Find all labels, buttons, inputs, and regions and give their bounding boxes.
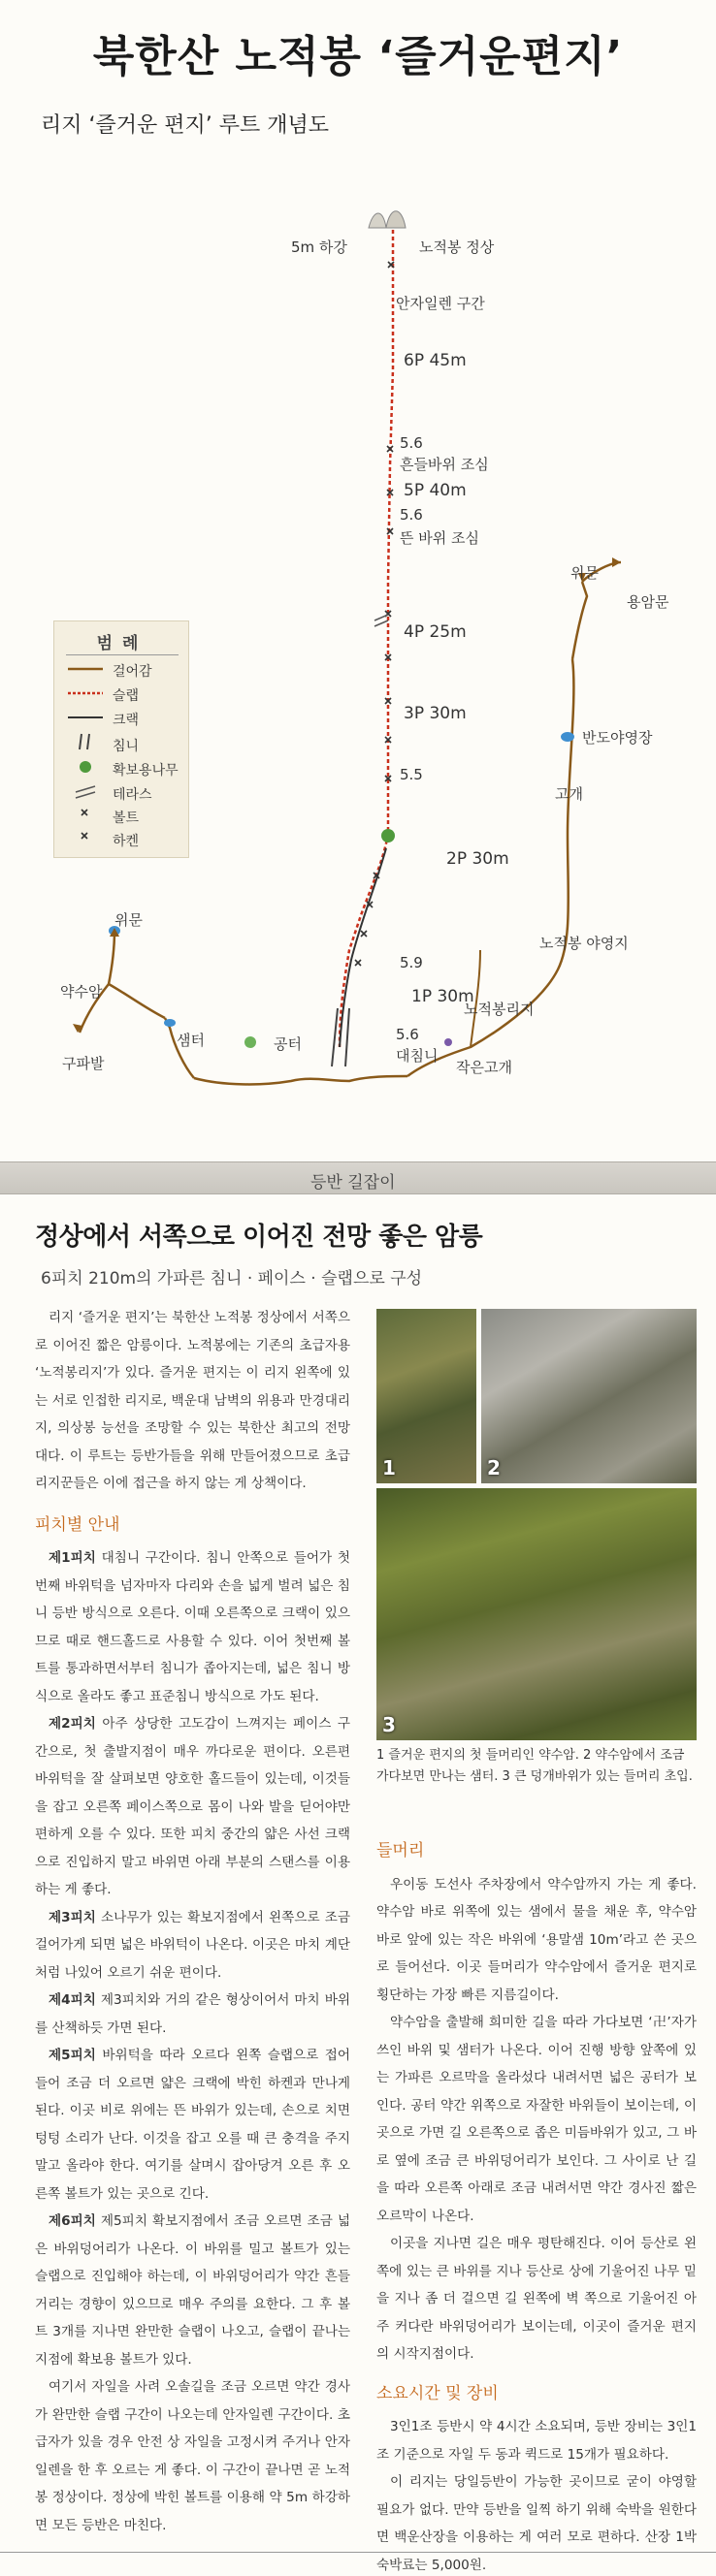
map-label-grade: 5.6 bbox=[400, 506, 423, 524]
route-line bbox=[340, 223, 393, 1047]
map-label-yaksuam: 약수암 bbox=[60, 983, 103, 1001]
pitch-label: 제2피치 bbox=[49, 1716, 96, 1732]
trail-yaksuam bbox=[109, 984, 165, 1018]
map-label-caution: 뜬 바위 조심 bbox=[400, 529, 479, 547]
pitch-paragraph bbox=[35, 2373, 350, 2539]
map-label-summit: 노적봉 정상 bbox=[419, 239, 495, 256]
map-legend bbox=[53, 620, 189, 858]
map-label-p1: 1P 30m bbox=[411, 987, 474, 1006]
clearing-icon bbox=[244, 1036, 256, 1048]
photo-trailhead bbox=[376, 1488, 697, 1740]
bottom-rule bbox=[0, 2552, 716, 2553]
article-subhead: 6피치 210m의 가파른 침니 · 페이스 · 슬랩으로 구성 bbox=[41, 1269, 423, 1288]
legend-item: 볼트 bbox=[113, 811, 140, 826]
photo-number: 3 bbox=[382, 1713, 396, 1736]
trail-left bbox=[194, 1076, 407, 1084]
map-label-caution: 흔들바위 조심 bbox=[400, 456, 489, 473]
legend-item: 테라스 bbox=[113, 787, 152, 803]
pitch-label: 제6피치 bbox=[49, 2213, 96, 2229]
bolt-markers bbox=[355, 262, 394, 966]
campsite-icon bbox=[561, 732, 574, 742]
summit-icon bbox=[369, 211, 406, 228]
photo-caption: 1 즐거운 편지의 첫 들머리인 약수암. 2 약수암에서 조금 가다보면 만나는 샘터. 3 큰 덩개바위가 있는 들머리 초입. bbox=[376, 1748, 693, 1784]
legend-item: 슬랩 bbox=[113, 688, 140, 704]
time-paragraph: 이 리지는 당일등반이 가능한 곳이므로 굳이 야영할 필요가 없다. 만약 등반을 일찍 하기 위해 숙박을 원한다면 백운산장을 이용하는 게 여러 모로 편하다. 산장 1박 숙박료는 5,000원. bbox=[376, 2474, 697, 2573]
photo-number: 2 bbox=[487, 1456, 501, 1479]
map-label-nojeok-ridge: 노적봉리지 bbox=[464, 1001, 535, 1018]
pitch-text: 여기서 자일을 사려 오솔길을 조금 오르면 약간 경사가 완만한 슬랩 구간이 나오는데 안자일렌 구간이다. 초급자가 있을 경우 안전 상 자일을 고정시켜 주거나 안자일렌을 한 후 오르는 게 좋다. 이 구간이 끝나면 곧 노적봉 정상이다. 정상에 박힌 볼트를 이용해 약 5m 하강하면 모든 등반은 마친다. bbox=[35, 2379, 350, 2533]
legend-item: 걸어감 bbox=[113, 664, 152, 680]
pitch-paragraph bbox=[35, 2042, 350, 2208]
map-label-grade: 5.6 bbox=[396, 1026, 419, 1043]
pitch-text: 바위턱을 따라 오르다 왼쪽 슬랩으로 접어들어 조금 더 오르면 얇은 크랙에 박힌 하켄과 만나게 된다. 이곳 비로 위에는 뜬 바위가 있는데, 손으로 치면 텅텅 소리가 난다. 이것을 잡고 오를 때 큰 충격을 주지 말고 올라야 한다. 여기를 살며시 잡아당겨 오른 후 오른쪽 볼트가 있는 곳으로 긴다. bbox=[35, 2048, 350, 2202]
map-label-pass: 고개 bbox=[555, 785, 583, 803]
map-label-p5: 5P 40m bbox=[404, 481, 467, 500]
map-label-gupabal: 구파발 bbox=[62, 1055, 105, 1072]
pitch-paragraph bbox=[35, 2208, 350, 2373]
map-label-wimun-right: 위문 bbox=[570, 564, 599, 582]
spring-icon-shelter bbox=[164, 1019, 176, 1027]
pitch-label: 제4피치 bbox=[49, 1992, 96, 2008]
legend-item: 확보용나무 bbox=[113, 763, 179, 779]
pitch-label: 제1피치 bbox=[49, 1550, 96, 1566]
map-label-anchor: 안자일렌 구간 bbox=[396, 295, 485, 312]
map-label-court: 공터 bbox=[274, 1035, 302, 1053]
map-label-chimney: 대침니 bbox=[396, 1047, 439, 1065]
photo-yaksuam bbox=[376, 1309, 476, 1483]
legend-item: 크랙 bbox=[113, 713, 140, 728]
approach-heading: 들머리 bbox=[376, 1841, 425, 1860]
pitch-label: 제5피치 bbox=[49, 2048, 96, 2063]
pitch-guide-heading: 피치별 안내 bbox=[35, 1514, 120, 1535]
article-right-column bbox=[376, 1837, 697, 2576]
map-label-grade: 5.6 bbox=[400, 434, 423, 452]
trail-wimun-left bbox=[109, 931, 114, 984]
legend-item: 하켄 bbox=[113, 834, 140, 849]
map-label-bando: 반도야영장 bbox=[582, 729, 653, 747]
pitch-text: 제5피치 확보지점에서 조금 오르면 조금 넓은 바위덩어리가 나온다. 이 바위를 밀고 볼트가 있는 슬랩으로 진입해야 하는데, 이 바위덩어리가 약간 흔들거리는 경향이 있으므로 매우 주의를 요한다. 그 후 볼트 3개를 지나면 완만한 슬랩이 나오고, 슬랩이 끝나는 지점에 확보용 볼트가 있다. bbox=[35, 2213, 350, 2368]
photo-number: 1 bbox=[382, 1456, 396, 1479]
page-title: 북한산 노적봉 ‘즐거운편지’ bbox=[92, 32, 624, 81]
map-label-descent: 5m 하강 bbox=[291, 239, 347, 256]
pitch-paragraph bbox=[35, 1544, 350, 1710]
map-label-p4: 4P 25m bbox=[404, 622, 467, 642]
section-bar-label: 등반 길잡이 bbox=[310, 1173, 396, 1193]
pitch-label: 제3피치 bbox=[49, 1909, 96, 1925]
legend-title: 범례 bbox=[54, 629, 190, 653]
legend-symbols bbox=[64, 660, 109, 854]
map-label-grade: 5.5 bbox=[400, 766, 423, 783]
map-label-grade: 5.9 bbox=[400, 954, 423, 971]
pitch-text: 아주 상당한 고도감이 느껴지는 페이스 구간으로, 첫 출발지점이 매우 까다로운 편이다. 오른편 바위턱을 잘 살펴보면 양호한 홀드들이 있는데, 이것들을 잡고 오른쪽 페이스쪽으로 몸이 나와 발을 딛어야만 편하게 오를 수 있다. 또한 피치 중간의 얇은 사선 크랙으로 진입하지 말고 바위면 아래 부분의 스탠스를 이용하는 게 좋다. bbox=[35, 1716, 350, 1897]
trail-yongam bbox=[572, 582, 587, 659]
map-label-small-pass: 작은고개 bbox=[456, 1059, 512, 1076]
map-label-p6: 6P 45m bbox=[404, 351, 467, 370]
photo-shelter bbox=[481, 1309, 697, 1483]
pitch-paragraph bbox=[35, 1987, 350, 2042]
arrow-icon bbox=[612, 557, 621, 567]
pitch-paragraph bbox=[35, 1904, 350, 1988]
pitch-text: 제3피치와 거의 같은 형상이어서 마치 바위를 산책하듯 가면 된다. bbox=[35, 1992, 350, 2036]
map-label-p3: 3P 30m bbox=[404, 704, 467, 723]
pitch-text: 대침니 구간이다. 침니 안쪽으로 들어가 첫 번째 바위턱을 넘자마자 다리와 손을 넓게 벌려 넓은 침니 등반 방식으로 오른다. 이때 오른쪽으로 크랙이 있으므로 때로 핸드홀드로 사용할 수 있다. 이어 첫번째 볼트를 통과하면서부터 침니가 좁아지는데, 넓은 침니 방식으로 올라도 좋고 표준침니 방식으로 가도 된다. bbox=[35, 1550, 350, 1704]
map-label-shelter: 샘터 bbox=[177, 1032, 205, 1049]
approach-paragraph: 약수암을 출발해 희미한 길을 따라 가다보면 ‘卍’자가 쓰인 바위 및 샘터가 나온다. 이어 진행 방향 앞쪽에 있는 가파른 오르막을 올라섰다 내려서면 넓은 공터가 보인다. 공터 약간 위쪽으로 자잘한 바위들이 보이는데, 이곳으로 가면 길 오른쪽으로 좁은 미듬바위가 있고, 그 바로 옆에 조금 큰 바위덩어리가 보인다. 그 사이로 난 길을 따라 오른쪽 아래로 조금 내려서면 약간 경사진 짧은 오르막이 나온다. bbox=[376, 2015, 697, 2224]
map-label-campsite: 노적봉 야영지 bbox=[539, 935, 629, 952]
time-paragraph: 3인1조 등반시 약 4시간 소요되며, 등반 장비는 3인1조 기준으로 자일 두 동과 퀵드로 15개가 필요하다. bbox=[376, 2419, 697, 2463]
map-label-yongam: 용암문 bbox=[627, 593, 669, 611]
map-label-p2: 2P 30m bbox=[446, 849, 509, 869]
pitch-text: 소나무가 있는 확보지점에서 왼쪽으로 조금 걸어가게 되면 넓은 바위턱이 나온다. 이곳은 마치 계단처럼 나있어 오르기 쉬운 편이다. bbox=[35, 1909, 350, 1981]
time-gear-heading: 소요시간 및 장비 bbox=[376, 2383, 499, 2403]
article-left-column bbox=[35, 1304, 350, 2555]
intro-paragraph: 리지 ‘즐거운 편지’는 북한산 노적봉 정상에서 서쪽으로 이어진 짧은 암릉이다. 노적봉에는 기존의 초급자용 ‘노적봉리지’가 있다. 즐거운 편지는 이 리지 왼쪽에 있는 서로 인접한 리지로, 백운대 남벽의 위용과 만경대리지, 의상봉 능선을 조망할 수 있는 북한산 최고의 전망대다. 이 루트는 등반가들을 위해 만들어졌으므로 초급 리지꾼들은 이에 접근을 하지 않는 게 상책이다. bbox=[35, 1310, 350, 1491]
approach-paragraph: 우이동 도선사 주차장에서 약수암까지 가는 게 좋다. 약수암 바로 위쪽에 있는 샘에서 물을 채운 후, 약수암 바로 앞에 있는 작은 바위에 ‘용말샘 10m’라고 쓴 곳으로 들어선다. 이곳 들머리가 약수암에서 즐거운 편지로 횡단하는 가장 빠른 지름길이다. bbox=[376, 1876, 697, 2003]
map-label-wimun-left: 위문 bbox=[114, 911, 143, 929]
article-headline: 정상에서 서쪽으로 이어진 전망 좋은 암릉 bbox=[35, 1223, 483, 1252]
approach-paragraph: 이곳을 지나면 길은 매우 평탄해진다. 이어 등산로 왼쪽에 있는 큰 바위를 지나 등산로 상에 기울어진 나무 밑을 지나 좀 더 걸으면 길 왼쪽에 벽 쪽으로 기울어진 아주 커다란 바위덩어리가 보이는데, 이곳이 즐거운 편지의 시작지점이다. bbox=[376, 2236, 697, 2362]
map-subtitle: 리지 ‘즐거운 편지’ 루트 개념도 bbox=[41, 113, 329, 138]
belay-tree-icon bbox=[381, 829, 395, 843]
pitch-paragraph bbox=[35, 1710, 350, 1904]
section-bar bbox=[0, 1161, 716, 1194]
small-pass-icon bbox=[444, 1038, 452, 1046]
legend-item: 침니 bbox=[113, 739, 140, 754]
